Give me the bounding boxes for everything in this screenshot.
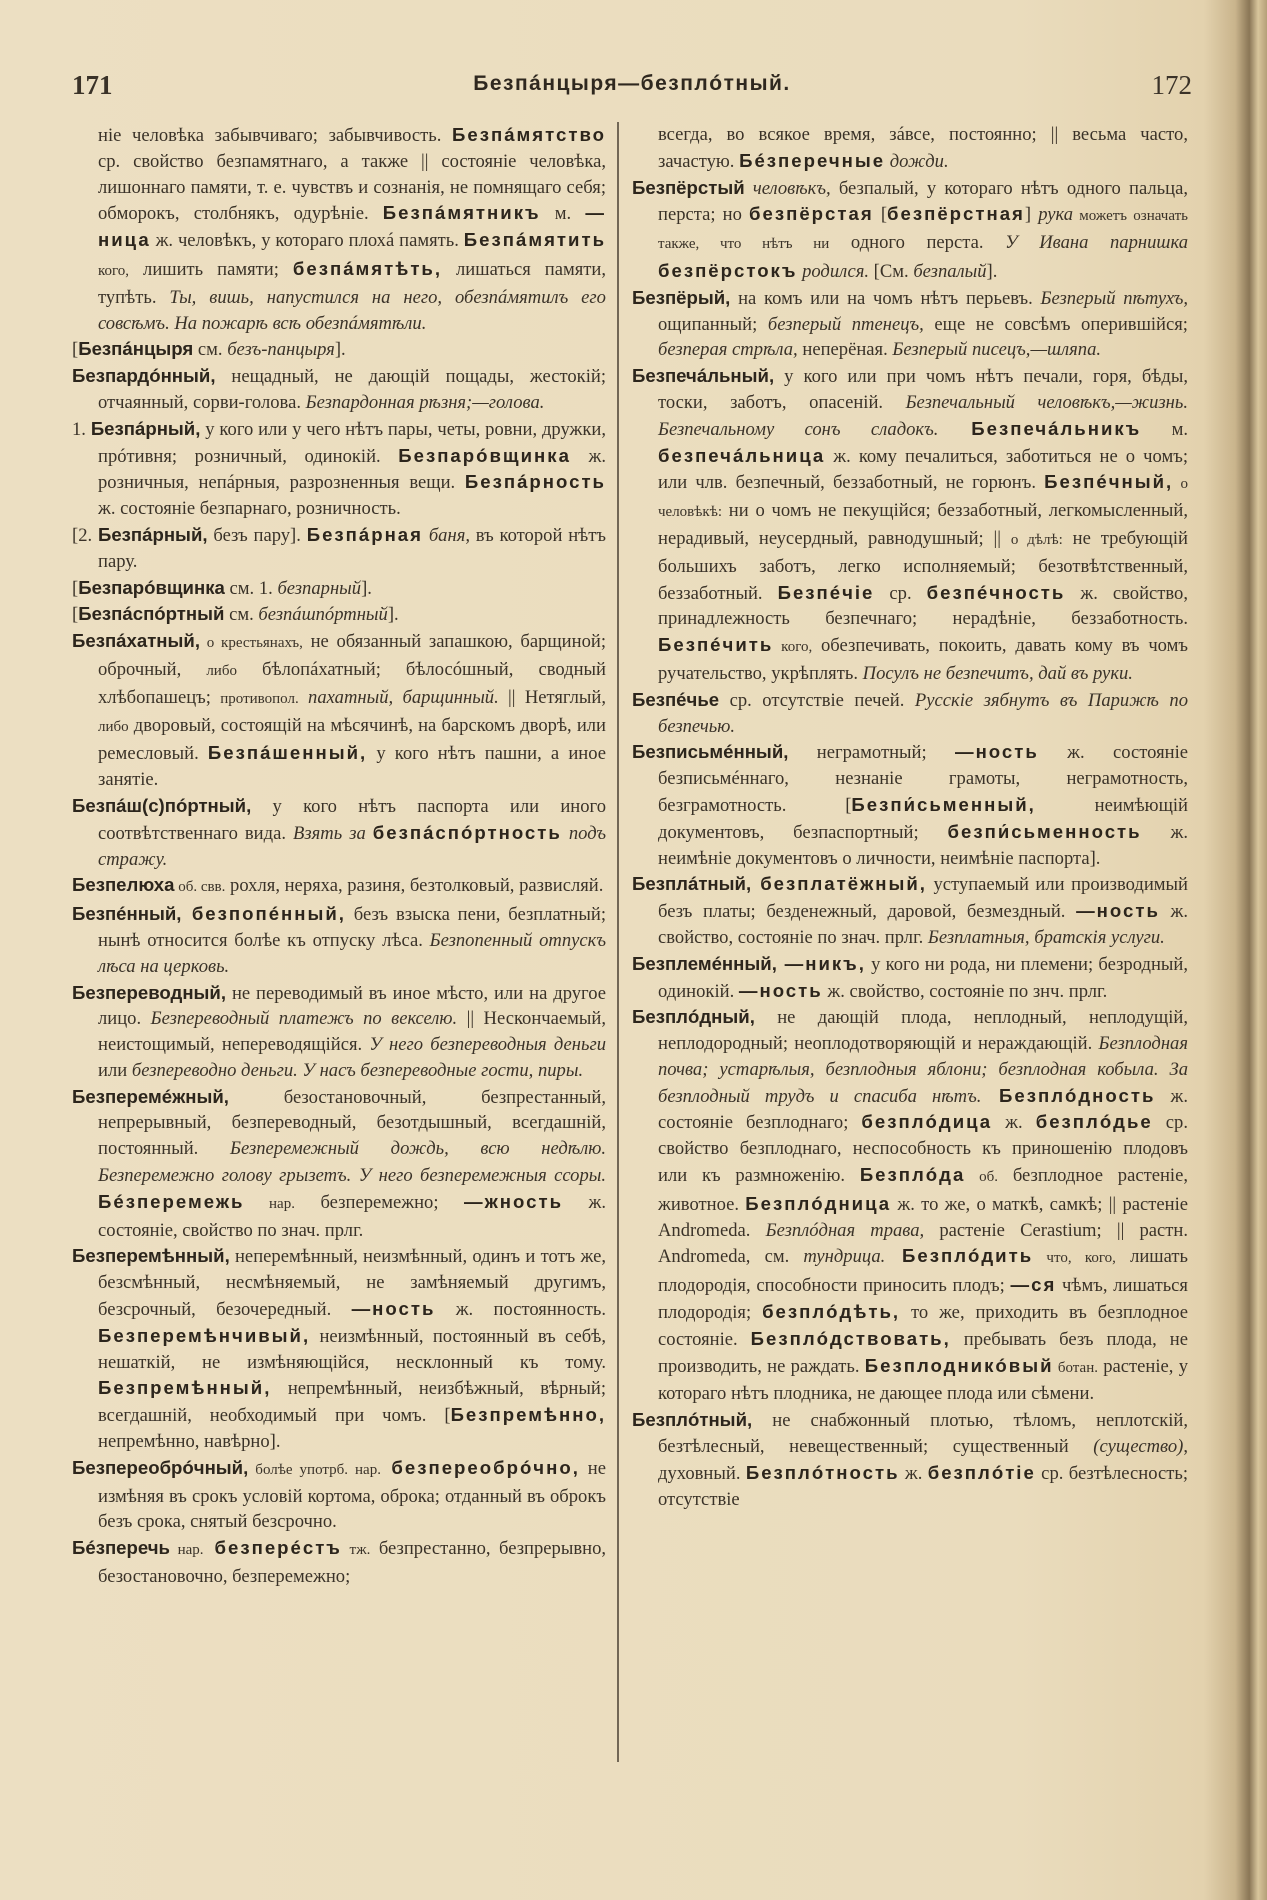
derived-headword: безпёрстая — [749, 203, 874, 225]
derived-headword: безплóдѣть, — [762, 1301, 901, 1323]
derived-headword: безпáмятѣть, — [292, 257, 443, 279]
derived-headword: безплатёжный, — [751, 873, 927, 895]
definition-text: пребывать безъ плода, не производить, не раждать. — [658, 1328, 1188, 1377]
definition-text: непремѣнно, навѣрно]. — [98, 1431, 281, 1453]
definition-text: растеніе Cerastium; || растн. Andromeda, см. — [658, 1219, 1189, 1268]
grammar-note: об. свв. — [174, 879, 226, 896]
example-text: Безперый писецъ,—шляпа. — [892, 339, 1102, 361]
example-text: Безпардонная рѣзня;—голова. — [305, 391, 545, 413]
definition-text: неимѣющій документовъ, безпаспортный; — [658, 794, 1188, 843]
column-divider — [617, 122, 619, 1762]
definition-text: или — [98, 1059, 132, 1081]
headword: Безпарóвщинка — [78, 576, 225, 598]
definition-text: ж. человѣкъ, у котораго плохá память. — [150, 230, 464, 252]
definition-text: безъ пару]. — [207, 524, 307, 546]
derived-headword: —ся — [1010, 1274, 1057, 1296]
definition-text: обезпечивать, покоить, давать кому въ чомъ ручательство, укрѣплять. — [658, 635, 1188, 684]
definition-text: ж. свойство, состояніе по знач. прлг. — [658, 901, 1188, 948]
definition-text: бѣлопáхатный; бѣлосóшный, сводный хлѣбопашецъ; — [98, 658, 606, 708]
definition-text: м. — [540, 203, 586, 225]
example-text: Безплатныя, братскія услуги. — [927, 926, 1165, 948]
definition-text: безостановочный, безпрестанный, непрерывный, безпереводный, безотдышный, всегдашній, постоянный. — [98, 1086, 606, 1160]
headword: Безпереводный, — [72, 981, 227, 1003]
derived-headword: —ность — [1076, 900, 1160, 922]
derived-headword: безпереобрóчно, — [380, 1456, 580, 1478]
grammar-note: кого, — [98, 262, 130, 279]
example-text: (существо) — [1093, 1436, 1184, 1458]
derived-headword: —ница — [98, 202, 606, 251]
definition-text: [ — [72, 339, 79, 361]
definition-text: ж. свойство, состояніе по знч. прлг. — [822, 980, 1108, 1002]
definition-text: [ — [72, 604, 79, 626]
derived-headword: Безпремѣнно, — [450, 1404, 606, 1426]
grammar-note: либо — [206, 662, 237, 679]
grammar-note: о человѣкѣ: — [658, 476, 1188, 521]
definition-text: ср. — [874, 582, 927, 604]
dictionary-entry — [72, 575, 606, 602]
example-text: безперая стрѣла, — [658, 339, 798, 361]
definition-text: ]. — [986, 260, 998, 282]
definition-text: нещадный, не дающій пощады, жестокій; отчаянный, сорви-голова. — [98, 366, 606, 413]
derived-headword: Безпáмятить — [463, 229, 606, 251]
definition-text: см. — [224, 604, 259, 626]
example-text: подъ стражу. — [98, 822, 607, 870]
example-text: Безпопенный отпускъ лѣса на церковь. — [98, 929, 606, 977]
definition-text: то же, приходить въ безплодное состояніе. — [658, 1302, 1188, 1350]
dictionary-entry — [632, 871, 1188, 950]
derived-headword: безплóдье — [1035, 1111, 1153, 1133]
page-header — [72, 70, 1192, 110]
derived-headword: Безплóдность — [981, 1084, 1156, 1106]
definition-text: неизмѣнный, постоянный въ себѣ, нешаткій, не измѣняющійся, несклонный къ тому. — [98, 1325, 606, 1373]
definition-text: въ которой нѣтъ пару. — [98, 524, 606, 572]
headword: Безпáнцыря — [78, 338, 194, 360]
definition-text: ]. — [387, 604, 399, 626]
headword: Безпереобрóчный, — [72, 1456, 249, 1478]
example-text: пахатный, барщинный. — [298, 686, 499, 708]
definition-text: на комъ или на чомъ нѣтъ перьевъ. — [730, 287, 1041, 309]
dictionary-entry — [72, 522, 606, 575]
dictionary-entry — [632, 1004, 1188, 1407]
definition-text: ж. состояніе безплоднаго; — [658, 1085, 1189, 1134]
definition-text: безъ взыска пени, безплатный; нынѣ относится болѣе къ отпуску лѣса. — [98, 904, 606, 951]
derived-headword: Безпáмятство — [452, 124, 606, 145]
derived-headword: Безпéчный, — [1044, 471, 1174, 493]
headword: Безписьмéнный, — [632, 741, 789, 763]
example-text: тундрица. — [803, 1246, 886, 1268]
headword: Безпёрый, — [632, 286, 731, 308]
grammar-note: нар. — [244, 1195, 295, 1212]
derived-headword: безпопéнный, — [181, 903, 346, 925]
derived-headword: Безплóдница — [745, 1192, 892, 1214]
definition-text: ж. — [899, 1462, 928, 1484]
derived-headword: Бéзперечные — [739, 149, 886, 171]
definition-text: ж. состояніе безпарнаго, розничность. — [98, 498, 401, 520]
derived-headword: безплóдица — [861, 1111, 993, 1133]
definition-text: ж. — [992, 1112, 1036, 1134]
derived-headword: безпáспóртность — [372, 821, 562, 843]
derived-headword: Безпáшенный, — [207, 742, 368, 764]
definition-text: еще не совсѣмъ оперившійся; — [923, 313, 1188, 335]
right-column — [632, 122, 1188, 1512]
headword: Безплемéнный, — [632, 952, 777, 974]
grammar-note: о крестьянахъ, — [200, 635, 303, 652]
derived-headword: —ность — [738, 979, 823, 1001]
definition-text: чѣмъ, лишаться плодородія; — [658, 1275, 1188, 1324]
definition-text: неперёная. — [797, 339, 893, 361]
derived-headword: —ность — [954, 741, 1039, 763]
headword: Безпáхатный, — [72, 630, 201, 652]
definition-text: лишать плодородія, способности приносить плодъ; — [658, 1246, 1188, 1297]
grammar-note: нар. — [169, 1542, 204, 1559]
headword: Безпардóнный, — [72, 365, 216, 387]
derived-headword: Безпáрная — [306, 523, 424, 545]
dictionary-entry — [72, 980, 606, 1084]
grammar-note: об. — [965, 1169, 999, 1186]
definition-text: не требующій большихъ заботъ, легко исполняемый; безотвѣтственный, беззаботный. — [658, 527, 1188, 604]
example-text: Безпереводный платежъ по векселю. — [150, 1008, 458, 1030]
derived-headword: Безпéчить — [658, 634, 774, 656]
dictionary-entry — [72, 416, 606, 522]
derived-headword: безпéчность — [926, 581, 1066, 603]
derived-headword: Безпáмятникъ — [382, 202, 541, 224]
derived-headword: безпёрстокъ — [658, 259, 798, 281]
definition-text: всегда, во всякое время, зáвсе, постоянно; || весьма часто, зачастую. — [658, 124, 1188, 172]
derived-headword: Бéзперемежь — [98, 1190, 245, 1212]
headword: Безпéнный, — [72, 903, 182, 925]
derived-headword: —ность — [351, 1298, 436, 1320]
derived-headword: безплóтіе — [927, 1461, 1036, 1483]
definition-text: ощипанный; — [658, 313, 768, 335]
definition-text: безперемежно; — [294, 1191, 465, 1213]
definition-text: одного перста. — [829, 232, 1006, 254]
dictionary-entry — [632, 687, 1188, 740]
dictionary-entry — [632, 175, 1188, 285]
definition-text: у кого нѣтъ паспорта или иного соотвѣтственнаго вида. — [98, 795, 606, 844]
grammar-note: кого, — [773, 639, 813, 656]
example-text: Ты, вишь, напустился на него, обезпáмятилъ его совсѣмъ. На пожарѣ всѣ обезпáмятѣли. — [98, 286, 606, 334]
dictionary-entry — [72, 601, 606, 628]
definition-text: ж. постоянность. — [435, 1299, 606, 1321]
definition-text: ср. свойство безплоднаго, неспособность къ приношенію плодовъ или къ размноженію. — [658, 1112, 1188, 1187]
definition-text: у кого или у чего нѣтъ пары, четы, ровни, дружки, прóтивня; розничный, одинокій. — [98, 418, 606, 467]
example-text: Безперемежный дождь, всю недѣлю. Безперемежно голову грызетъ. У него безперемежныя ссоры. — [98, 1138, 606, 1187]
entry-continuation — [72, 122, 606, 336]
derived-headword: Безперемѣнчивый, — [98, 1324, 311, 1346]
definition-text: , духовный. — [658, 1436, 1188, 1484]
example-text: Безперый пѣтухъ, — [1040, 287, 1188, 309]
dictionary-entry — [72, 1535, 606, 1590]
derived-headword: —никъ, — [776, 952, 866, 974]
definition-text: ] — [1024, 204, 1039, 226]
derived-headword: Безпáрность — [464, 471, 606, 493]
example-text: дожди. — [885, 150, 949, 172]
grammar-note: болѣе употрб. нар. — [248, 1461, 381, 1478]
example-text: баня, — [423, 524, 470, 546]
grammar-note: противопол. — [220, 690, 299, 707]
derived-headword: Безпéчіе — [777, 581, 875, 603]
definition-text: лишить памяти; — [129, 258, 293, 280]
definition-text: ж. состояніе безписьмéннаго, незнаніе грамоты, неграмотность, безграмотность. [ — [658, 742, 1188, 816]
definition-text: неперемѣнный, неизмѣнный, одинъ и тотъ же, безсмѣнный, несмѣняемый, не замѣняемый другимъ, безсрочный, безочередный. — [98, 1246, 606, 1321]
definition-text: непремѣнный, неизбѣжный, вѣрный; всегдашній, необходимый при чомъ. [ — [98, 1378, 606, 1427]
entry-continuation — [632, 122, 1188, 175]
example-text: безпереводно деньги. У насъ безпереводные гости, пиры. — [131, 1059, 584, 1081]
definition-text: безпалый, у котораго нѣтъ одного пальца, перста; но — [658, 177, 1188, 226]
example-text: безпáшпóртный — [258, 604, 388, 626]
definition-text: ср. свойство безпамятнаго, а также || состояніе человѣка, лишоннаго памяти, т. е. чувствъ и сознанія, не помнящаго себя; обморокъ, столбнякъ, одурѣніе. — [98, 150, 606, 225]
running-head: Безпáнцыря—безплóтный. — [473, 72, 791, 95]
headword: Безпелюха — [72, 874, 175, 896]
derived-headword: Безплодникóвый — [864, 1354, 1054, 1376]
dictionary-entry — [72, 901, 606, 979]
example-text: У него безпереводныя деньги — [369, 1034, 606, 1056]
definition-text: ніе человѣка забывчиваго; забывчивость. — [98, 125, 453, 146]
grammar-note: ботан. — [1053, 1359, 1098, 1376]
definition-text: ]. — [334, 339, 346, 361]
definition-text: безплодное растеніе, животное. — [658, 1165, 1188, 1215]
dictionary-entry — [72, 1243, 606, 1454]
derived-headword: безперéстъ — [203, 1537, 342, 1559]
derived-headword: —жность — [464, 1190, 564, 1212]
derived-headword: Безплóтность — [745, 1461, 900, 1483]
definition-text: [2. — [72, 524, 98, 546]
dictionary-entry — [72, 793, 606, 872]
definition-text: [ — [873, 204, 888, 226]
definition-text: не снабжонный плотью, тѣломъ, неплотскій, безтѣлесный, невещественный; существенный — [658, 1410, 1188, 1458]
headword: Безперемѣнный, — [72, 1245, 230, 1267]
example-text: родился. — [797, 260, 870, 282]
left-column — [72, 122, 606, 1590]
dictionary-entry — [72, 1455, 606, 1535]
headword: Безпéчье — [632, 688, 720, 710]
derived-headword: Безпечáльникъ — [938, 417, 1142, 439]
definition-text: уступаемый или производимый безъ платы; безденежный, даровой, безмездный. — [658, 874, 1188, 923]
page-number-right: 172 — [1151, 70, 1192, 100]
example-text: человѣкъ, — [744, 177, 831, 199]
dictionary-entry — [72, 363, 606, 416]
grammar-note: тж. — [341, 1542, 371, 1559]
definition-text: ср. отсутствіе печей. — [719, 689, 915, 711]
headword: Бéзперечь — [72, 1537, 170, 1559]
headword: Безпечáльный, — [632, 365, 775, 387]
headword: Безпáрный, — [97, 523, 208, 545]
definition-text: ж. розничныя, непáрныя, разрозненныя вещи. — [98, 445, 606, 494]
headword: Безплóтный, — [632, 1409, 753, 1431]
definition-text: дворовый, состоящій на мѣсячинѣ, на барскомъ дворѣ, или ремесловый. — [98, 714, 606, 765]
example-text: безъ-панцыря — [227, 339, 335, 361]
example-text: Русскіе зябнутъ въ Парижѣ по безпечью. — [658, 689, 1188, 737]
definition-text: не обязанный запашкою, барщиной; оброчный, — [98, 631, 606, 680]
dictionary-entry — [632, 1407, 1188, 1512]
definition-text: 1. — [72, 418, 91, 440]
headword: Безплóдный, — [632, 1006, 755, 1028]
example-text: Взять за — [293, 822, 373, 844]
example-text: рука — [1038, 204, 1074, 226]
derived-headword: безпечáльница — [658, 444, 826, 466]
definition-text: [См. — [869, 260, 914, 282]
example-text: Безплóдная трава, — [765, 1219, 925, 1241]
definition-text: см. — [193, 339, 228, 361]
definition-text: см. 1. — [224, 577, 278, 599]
definition-text: ]. — [361, 577, 372, 599]
headword: Безпáш(с)пóртный, — [72, 794, 252, 816]
definition-text: ж. то же, о маткѣ, самкѣ; || растеніе Andromeda. — [658, 1193, 1188, 1241]
definition-text: ж. кому печалиться, заботиться не о чомъ; или члв. безпечный, беззаботный, не горюнъ. — [658, 445, 1188, 494]
derived-headword: Безпи́сьменный, — [851, 793, 1036, 815]
dictionary-entry — [72, 336, 606, 363]
definition-text: безпрестанно, безпрерывно, безостановочно, безперемежно; — [98, 1538, 607, 1588]
definition-text: у кого ни рода, ни племени; безродный, одинокій. — [658, 953, 1188, 1002]
derived-headword: безпёрстная — [887, 203, 1025, 225]
definition-text: ср. безтѣлесность; отсутствіе — [658, 1462, 1188, 1510]
example-text: безпалый — [913, 260, 987, 282]
definition-text: лишаться памяти, тупѣть. — [98, 258, 606, 308]
derived-headword: Безпремѣнный, — [98, 1377, 272, 1399]
dictionary-entry — [632, 285, 1188, 363]
grammar-note: либо — [98, 718, 129, 735]
headword: Безпáрный, — [90, 417, 201, 439]
headword: Безпáспóртный — [78, 603, 225, 625]
definition-text: ни о чомъ не пекущійся; беззаботный, легкомысленный, нерадивый, неусердный, равнодушный; || — [658, 500, 1188, 549]
example-text: Безпечальный человѣкъ,—жизнь. Безпечальному сонъ сладокъ. — [658, 391, 1188, 440]
headword: Безплáтный, — [632, 873, 752, 895]
page-number-left: 171 — [72, 70, 113, 100]
example-text: Посулъ не безпечитъ, дай въ руки. — [862, 662, 1133, 684]
definition-text: у кого или при чомъ нѣтъ печали, горя, бѣды, тоски, заботъ, опасеній. — [658, 366, 1188, 413]
definition-text: ж. состояніе, свойство по знач. прлг. — [98, 1191, 606, 1241]
definition-text: ж. неимѣніе документовъ о личности, неимѣніе паспорта]. — [658, 821, 1188, 869]
derived-headword: Безпарóвщинка — [398, 444, 571, 466]
dictionary-entry — [72, 628, 606, 793]
grammar-note: можетъ означать также, что нѣтъ ни — [658, 208, 1188, 253]
headword: Безперемéжный, — [72, 1085, 229, 1107]
example-text: безпарный — [277, 577, 362, 599]
definition-text: у кого нѣтъ пашни, а иное занятіе. — [98, 743, 606, 791]
definition-text: || Нескончаемый, неистощимый, непереводящійся. — [98, 1008, 607, 1056]
grammar-note: о дѣлѣ: — [1010, 531, 1063, 548]
grammar-note: что, кого, — [1033, 1250, 1116, 1267]
dictionary-entry — [632, 363, 1188, 687]
derived-headword: безпи́сьменность — [947, 820, 1142, 842]
derived-headword: Безплóдить — [885, 1245, 1034, 1267]
definition-text: м. — [1141, 418, 1188, 440]
definition-text: не переводимый въ иное мѣсто, или на другое лицо. — [98, 982, 606, 1030]
headword: Безпёрстый — [632, 176, 745, 198]
example-text: безперый птенецъ, — [767, 313, 924, 335]
definition-text: ж. свойство, принадлежность безпечнаго; нерадѣніе, беззаботность. — [658, 582, 1189, 630]
definition-text: неграмотный; — [788, 742, 955, 764]
dictionary-entry — [72, 872, 606, 901]
derived-headword: Безплóдствовать, — [750, 1327, 951, 1349]
dictionary-entry — [632, 951, 1188, 1005]
definition-text: не измѣняя въ срокъ условій кортома, оброка; отданный въ оброкъ безъ срока, снятый безсрочно. — [98, 1457, 606, 1533]
dictionary-entry — [72, 1084, 606, 1244]
definition-text: [ — [72, 577, 79, 599]
definition-text: растеніе, у котораго нѣтъ плодника, не дающее плода или сѣмени. — [658, 1355, 1188, 1405]
definition-text: не дающій плода, неплодный, неплодущій, неплодородный; неоплодотворяющій и нераждающій. — [658, 1007, 1188, 1055]
derived-headword: Безплóда — [859, 1164, 966, 1186]
definition-text: || Нетяглый, — [498, 686, 606, 708]
dictionary-entry — [632, 739, 1188, 871]
definition-text: рохля, неряха, разиня, безтолковый, развисляй. — [225, 875, 604, 897]
example-text: Безплодная почва; устарѣлыя, безплодныя яблони; безплодная кобыла. За безплодный трудъ и спасиба нѣтъ. — [658, 1033, 1188, 1107]
example-text: У Ивана парнишка — [1005, 232, 1188, 254]
